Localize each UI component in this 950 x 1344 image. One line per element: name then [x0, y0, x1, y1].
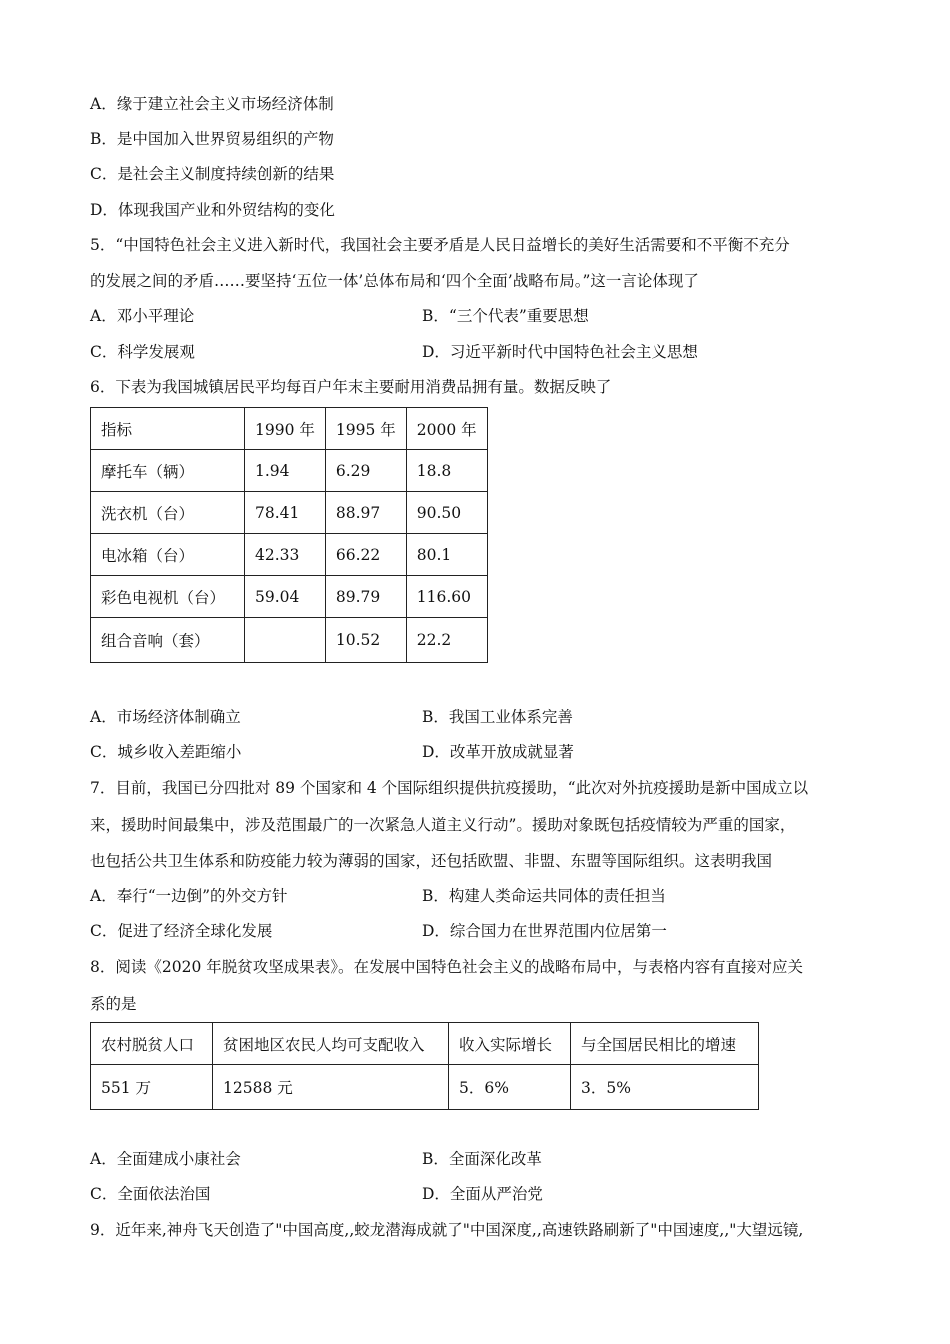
q9-stem-line1: 9．近年来,神舟飞天创造了"中国高度,,蛟龙潜海成就了"中国深度,,高速铁路刷新了"中国速度,,"大望远镜, — [90, 1221, 804, 1239]
table-header-cell: 贫困地区农民人均可支配收入 — [213, 1023, 449, 1065]
table-header-cell: 1990 年 — [245, 408, 326, 450]
q5-option-d: D．习近平新时代中国特色社会主义思想 — [422, 343, 698, 361]
table-cell: 1.94 — [245, 450, 326, 492]
q8-option-b: B．全面深化改革 — [422, 1150, 542, 1168]
q4-option-b: B．是中国加入世界贸易组织的产物 — [90, 130, 334, 148]
table-header-cell: 农村脱贫人口 — [91, 1023, 213, 1065]
table-cell: 66.22 — [325, 534, 406, 576]
table-cell: 组合音响（套） — [91, 618, 245, 663]
table-cell: 3．5% — [571, 1065, 759, 1110]
table-header-cell: 1995 年 — [325, 408, 406, 450]
table-cell: 551 万 — [91, 1065, 213, 1110]
table-cell: 12588 元 — [213, 1065, 449, 1110]
table-header-cell: 指标 — [91, 408, 245, 450]
q6-table-header — [91, 408, 488, 450]
q8-stem-line2: 系的是 — [90, 995, 137, 1013]
q5-stem-line1: 5．“中国特色社会主义进入新时代，我国社会主要矛盾是人民日益增长的美好生活需要和不平衡不充分 — [90, 236, 790, 254]
q8-option-d: D．全面从严治党 — [422, 1185, 543, 1203]
q6-option-c: C．城乡收入差距缩小 — [90, 743, 242, 761]
table-row — [91, 618, 488, 663]
q5-option-b: B．“三个代表”重要思想 — [422, 307, 589, 325]
table-row — [91, 576, 488, 618]
q7-stem-line2: 来，援助时间最集中，涉及范围最广的一次紧急人道主义行动”。援助对象既包括疫情较为严重的国家， — [90, 816, 796, 834]
q8-stem-line1: 8．阅读《2020 年脱贫攻坚成果表》。在发展中国特色社会主义的战略布局中，与表格内容有直接对应关 — [90, 958, 803, 976]
q6-option-d: D．改革开放成就显著 — [422, 743, 574, 761]
q6-option-a: A．市场经济体制确立 — [90, 708, 241, 726]
q4-option-c: C．是社会主义制度持续创新的结果 — [90, 165, 335, 183]
table-cell: 摩托车（辆） — [91, 450, 245, 492]
q5-stem-line2: 的发展之间的矛盾……要坚持‘五位一体’总体布局和‘四个全面’战略布局。”这一言论体现了 — [90, 272, 699, 290]
table-row — [91, 1065, 759, 1110]
table-cell: 78.41 — [245, 492, 326, 534]
table-cell — [245, 618, 326, 663]
q5-option-a: A．邓小平理论 — [90, 307, 195, 325]
q8-option-c: C．全面依法治国 — [90, 1185, 211, 1203]
q7-option-c: C．促进了经济全球化发展 — [90, 922, 273, 940]
table-cell: 88.97 — [325, 492, 406, 534]
table-cell: 18.8 — [406, 450, 487, 492]
q7-option-d: D．综合国力在世界范围内位居第一 — [422, 922, 667, 940]
q4-option-d: D．体现我国产业和外贸结构的变化 — [90, 201, 335, 219]
table-cell: 10.52 — [325, 618, 406, 663]
q8-table — [90, 1022, 759, 1110]
table-row — [91, 492, 488, 534]
table-cell: 洗衣机（台） — [91, 492, 245, 534]
table-cell: 59.04 — [245, 576, 326, 618]
table-cell: 电冰箱（台） — [91, 534, 245, 576]
table-cell: 22.2 — [406, 618, 487, 663]
table-row — [91, 534, 488, 576]
table-cell: 89.79 — [325, 576, 406, 618]
table-header-cell: 收入实际增长 — [449, 1023, 571, 1065]
q6-table — [90, 407, 488, 663]
table-cell: 6.29 — [325, 450, 406, 492]
table-header-cell: 与全国居民相比的增速 — [571, 1023, 759, 1065]
q7-stem-line1: 7．目前，我国已分四批对 89 个国家和 4 个国际组织提供抗疫援助，“此次对外抗疫援助是新中国成立以 — [90, 779, 809, 797]
q7-option-b: B．构建人类命运共同体的责任担当 — [422, 887, 666, 905]
table-cell: 彩色电视机（台） — [91, 576, 245, 618]
q7-stem-line3: 也包括公共卫生体系和防疫能力较为薄弱的国家，还包括欧盟、非盟、东盟等国际组织。这表明我国 — [90, 852, 773, 870]
q7-option-a: A．奉行“一边倒”的外交方针 — [90, 887, 288, 905]
q6-stem: 6．下表为我国城镇居民平均每百户年末主要耐用消费品拥有量。数据反映了 — [90, 378, 612, 396]
q4-option-a: A．缘于建立社会主义市场经济体制 — [90, 95, 334, 113]
table-cell: 116.60 — [406, 576, 487, 618]
table-cell: 5．6% — [449, 1065, 571, 1110]
table-cell: 90.50 — [406, 492, 487, 534]
table-header-cell: 2000 年 — [406, 408, 487, 450]
table-cell: 80.1 — [406, 534, 487, 576]
q6-option-b: B．我国工业体系完善 — [422, 708, 573, 726]
q5-option-c: C．科学发展观 — [90, 343, 195, 361]
q8-option-a: A．全面建成小康社会 — [90, 1150, 241, 1168]
q8-table-header — [91, 1023, 759, 1065]
table-row — [91, 450, 488, 492]
table-cell: 42.33 — [245, 534, 326, 576]
